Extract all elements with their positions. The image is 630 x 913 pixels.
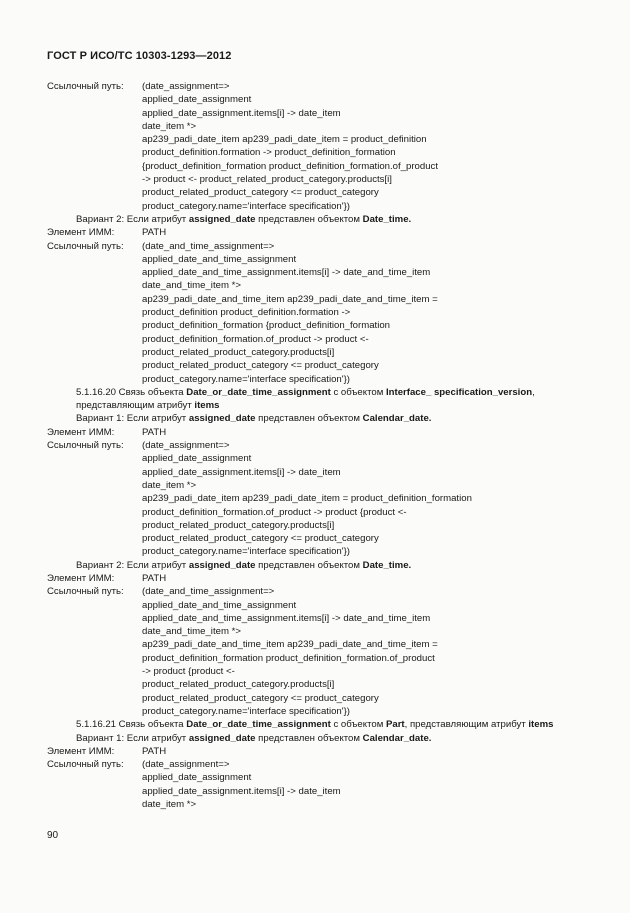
field-label: Элемент ИММ:	[47, 426, 115, 438]
path-continuation-line: applied_date_and_time_assignment.items[i] -> date_and_time_item	[142, 612, 431, 624]
text-run: 5.1.16.20 Связь объекта	[76, 386, 187, 398]
field-label: Ссылочный путь:	[47, 240, 124, 252]
bold-term: assigned_date	[188, 413, 256, 425]
path-continuation-line: applied_date_assignment.items[i] -> date_item	[142, 466, 341, 478]
text-run: Вариант 2: Если атрибут	[76, 213, 189, 225]
text-run: Вариант 2: Если атрибут	[76, 559, 189, 571]
path-continuation-line: product_related_product_category.products[i]	[142, 519, 335, 531]
path-continuation-line: {product_definition_formation product_definition_formation.of_product	[142, 160, 439, 172]
text-run: Вариант 1: Если атрибут	[76, 413, 189, 425]
field-value: (date_and_time_assignment=>	[142, 586, 275, 598]
bold-term: Date_time.	[362, 213, 412, 225]
variant-line	[47, 412, 592, 425]
path-continuation-line: product_related_product_category.products[i]	[142, 679, 335, 691]
path-continuation-line: product_definition product_definition.formation ->	[142, 307, 351, 319]
field-label: Ссылочный путь:	[47, 81, 124, 92]
field-value: (date_assignment=>	[142, 759, 230, 771]
field-row	[47, 226, 592, 239]
field-row	[47, 572, 592, 585]
bold-term: assigned_date	[188, 559, 256, 571]
field-row	[47, 80, 592, 93]
path-continuation-line: applied_date_assignment.items[i] -> date_item	[142, 785, 341, 797]
path-continuation-line: applied_date_assignment.items[i] -> date_item	[142, 107, 341, 119]
document-header: ГОСТ Р ИСО/ТС 10303-1293—2012	[47, 50, 232, 62]
variant-line	[47, 559, 592, 572]
document-body	[47, 80, 592, 811]
path-continuation-line: product_related_product_category.products[i]	[142, 346, 335, 358]
text-run: с объектом	[330, 386, 386, 398]
field-row	[47, 426, 592, 439]
bold-term: items	[528, 719, 554, 731]
field-label: Ссылочный путь:	[47, 586, 124, 598]
bold-term: Date_or_date_time_assignment	[186, 386, 331, 398]
field-value: PATH	[142, 745, 167, 757]
text-run: с объектом	[330, 719, 386, 731]
path-continuation-line: -> product <- product_related_product_category.products[i]	[142, 174, 392, 186]
field-value: PATH	[142, 227, 167, 239]
bold-term: Date_or_date_time_assignment	[186, 719, 331, 731]
variant-line	[47, 732, 592, 745]
bold-term: assigned_date	[188, 732, 256, 744]
path-continuation-line: product_related_product_category <= product_category	[142, 360, 379, 372]
text-run: представлен объектом	[255, 413, 363, 425]
path-continuation-line: date_item *>	[142, 799, 197, 811]
field-row	[47, 758, 592, 771]
field-label: Элемент ИММ:	[47, 227, 115, 239]
field-label: Элемент ИММ:	[47, 572, 115, 584]
bold-term: Calendar_date.	[362, 732, 432, 744]
path-continuation-line: applied_date_and_time_assignment.items[i] -> date_and_time_item	[142, 267, 431, 279]
path-continuation-line: date_and_time_item *>	[142, 280, 241, 292]
field-value: (date_assignment=>	[142, 81, 230, 92]
path-continuation-line: product_related_product_category <= product_category	[142, 692, 379, 704]
path-continuation-line: product_category.name='interface specification'})	[142, 200, 351, 212]
path-continuation-line: product_definition_formation product_definition_formation.of_product	[142, 652, 435, 664]
variant-line	[47, 213, 592, 226]
text-run: 5.1.16.21 Связь объекта	[76, 719, 187, 731]
page-number: 90	[47, 830, 59, 841]
path-continuation-line: applied_date_assignment	[142, 453, 252, 465]
field-value: PATH	[142, 426, 167, 438]
field-value: (date_and_time_assignment=>	[142, 240, 275, 252]
bold-term: assigned_date	[188, 213, 256, 225]
path-continuation-line: product_definition_formation.of_product -> product {product <-	[142, 506, 407, 518]
path-continuation-line: product_related_product_category <= product_category	[142, 533, 379, 545]
path-continuation-line: applied_date_and_time_assignment	[142, 599, 297, 611]
path-continuation-line: product_category.name='interface specification'})	[142, 546, 351, 558]
path-continuation-line: applied_date_assignment	[142, 772, 252, 784]
path-continuation-line: date_item *>	[142, 479, 197, 491]
path-continuation-line: date_item *>	[142, 120, 197, 132]
path-continuation-line: ap239_padi_date_and_time_item ap239_padi_date_and_time_item =	[142, 293, 438, 305]
path-continuation-line: applied_date_and_time_assignment	[142, 253, 297, 265]
path-continuation-line: product_definition.formation -> product_definition_formation	[142, 147, 396, 159]
text-run: представлен объектом	[255, 559, 363, 571]
path-continuation-line: ap239_padi_date_item ap239_padi_date_item = product_definition	[142, 134, 427, 146]
section-heading	[47, 718, 592, 731]
field-value: (date_assignment=>	[142, 440, 230, 452]
field-row	[47, 240, 592, 253]
path-continuation-line: ap239_padi_date_and_time_item ap239_padi_date_and_time_item =	[142, 639, 438, 651]
bold-term: Calendar_date.	[362, 413, 432, 425]
field-label: Ссылочный путь:	[47, 440, 124, 452]
path-continuation-line: date_and_time_item *>	[142, 626, 241, 638]
text-run: , представляющим атрибут	[404, 719, 529, 731]
text-run: представлен объектом	[255, 213, 363, 225]
bold-term: items	[194, 400, 220, 412]
field-row	[47, 745, 592, 758]
path-continuation-line: product_related_product_category <= product_category	[142, 187, 379, 199]
path-continuation-line: ap239_padi_date_item ap239_padi_date_item = product_definition_formation	[142, 493, 472, 505]
text-run: , представляющим атрибут	[76, 386, 535, 412]
field-row	[47, 585, 592, 598]
field-row	[47, 439, 592, 452]
field-label: Элемент ИММ:	[47, 745, 115, 757]
section-heading	[47, 386, 592, 413]
path-continuation-line: product_definition_formation {product_definition_formation	[142, 320, 390, 332]
bold-term: Date_time.	[362, 559, 412, 571]
field-value: PATH	[142, 572, 167, 584]
path-continuation-line: -> product {product <-	[142, 666, 235, 678]
path-continuation-line: applied_date_assignment	[142, 94, 252, 106]
path-continuation-line: product_definition_formation.of_product -> product <-	[142, 333, 369, 345]
text-run: Вариант 1: Если атрибут	[76, 732, 189, 744]
bold-term: Interface_ specification_version	[385, 386, 533, 398]
path-continuation-line: product_category.name='interface specification'})	[142, 705, 351, 717]
path-continuation-line: product_category.name='interface specification'})	[142, 373, 351, 385]
text-run: представлен объектом	[255, 732, 363, 744]
bold-term: Part	[385, 719, 405, 731]
field-label: Ссылочный путь:	[47, 759, 124, 771]
